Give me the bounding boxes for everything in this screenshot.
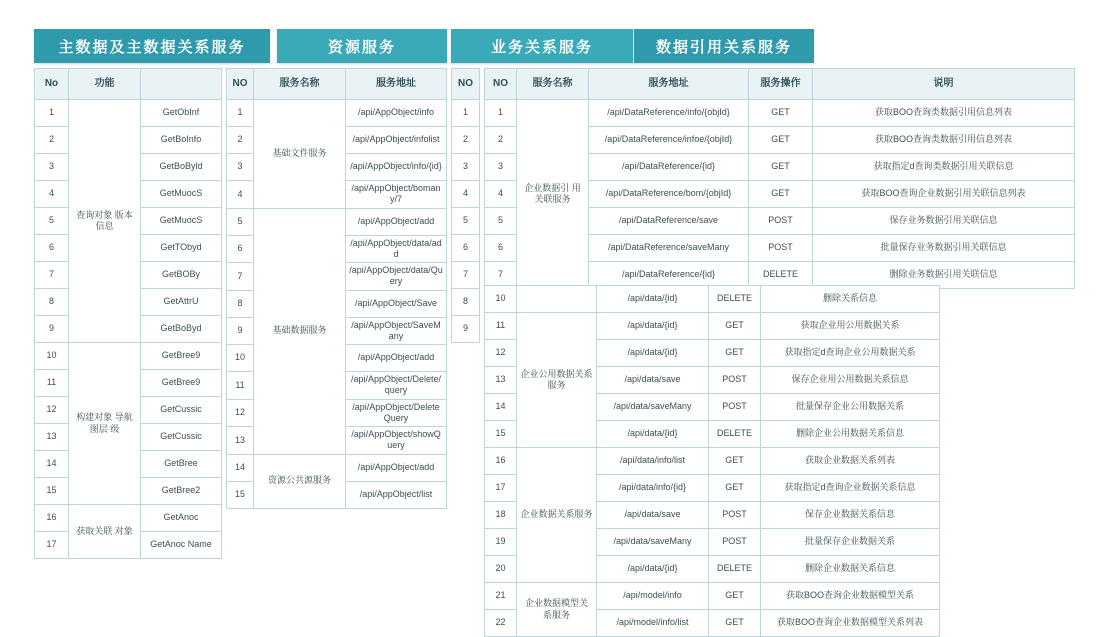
- cell-no: 16: [35, 505, 69, 532]
- table-row: [485, 448, 940, 475]
- cell-api: GetMuocS: [141, 208, 222, 235]
- cell-no: 4: [485, 181, 517, 208]
- cell-no: 8: [35, 289, 69, 316]
- cell-method: GET: [749, 100, 813, 127]
- cell-group-label: 获取关联 对象: [69, 505, 141, 559]
- cell-no: 7: [35, 262, 69, 289]
- section-header-master-data: [34, 29, 270, 63]
- cell-no: 22: [485, 610, 517, 637]
- table-header-row: [452, 69, 480, 100]
- cell-api: GetBree9: [141, 370, 222, 397]
- cell-method: DELETE: [709, 556, 761, 583]
- cell-description: 获取指定d查询企业数据关系信息: [761, 475, 940, 502]
- cell-no: 4: [452, 181, 480, 208]
- cell-path: /api/AppObject/Delete/query: [346, 372, 447, 400]
- col-service-operation: 服务操作: [749, 69, 813, 100]
- cell-method: DELETE: [709, 421, 761, 448]
- cell-path: /api/data/saveMany: [597, 529, 709, 556]
- cell-path: /api/data/{id}: [597, 286, 709, 313]
- cell-api: GetObInf: [141, 100, 222, 127]
- table-row: [485, 313, 940, 340]
- cell-no: 4: [35, 181, 69, 208]
- cell-no: 11: [485, 313, 517, 340]
- cell-no: 2: [227, 127, 254, 154]
- cell-no: 12: [485, 340, 517, 367]
- cell-no: 10: [485, 286, 517, 313]
- cell-no: 14: [35, 451, 69, 478]
- cell-method: POST: [709, 502, 761, 529]
- cell-description: 删除关系信息: [761, 286, 940, 313]
- cell-api: GetBOBy: [141, 262, 222, 289]
- table-header-row: [485, 69, 1075, 100]
- table-row: [485, 583, 940, 610]
- cell-description: 批量保存业务数据引用关联信息: [813, 235, 1075, 262]
- cell-api: GetCussic: [141, 397, 222, 424]
- cell-group-label: 查询对象 版本信息: [69, 100, 141, 343]
- cell-path: /api/AppObject/add: [346, 208, 447, 235]
- cell-description: 批量保存企业公用数据关系: [761, 394, 940, 421]
- col-service-address: 服务地址: [346, 69, 447, 100]
- table-row: [452, 316, 480, 343]
- cell-no: 9: [35, 316, 69, 343]
- cell-method: POST: [709, 394, 761, 421]
- cell-path: /api/data/saveMany: [597, 394, 709, 421]
- cell-description: 获取BOO查询企业数据模型关系: [761, 583, 940, 610]
- section-title-text: 资源服务: [327, 38, 396, 56]
- cell-path: /api/AppObject/add: [346, 454, 447, 481]
- cell-path: /api/AppObject/SaveMany: [346, 317, 447, 345]
- cell-path: /api/DataReference/saveMany: [589, 235, 749, 262]
- cell-no: 3: [485, 154, 517, 181]
- table-row: [452, 235, 480, 262]
- cell-path: /api/model/info: [597, 583, 709, 610]
- cell-no: 2: [452, 127, 480, 154]
- cell-no: 7: [227, 263, 254, 291]
- cell-description: 保存企业用公用数据关系信息: [761, 367, 940, 394]
- section-title-text: 主数据及主数据关系服务: [58, 38, 246, 56]
- cell-path: /api/data/{id}: [597, 421, 709, 448]
- table-row: [35, 343, 222, 370]
- cell-method: POST: [749, 235, 813, 262]
- cell-path: /api/data/save: [597, 367, 709, 394]
- cell-no: 18: [485, 502, 517, 529]
- table-row: [485, 100, 1075, 127]
- col-blank: [141, 69, 222, 100]
- col-no: No: [35, 69, 69, 100]
- cell-service-name: 企业公用数据关系服务: [517, 313, 597, 448]
- cell-method: GET: [709, 448, 761, 475]
- col-service-address: 服务地址: [589, 69, 749, 100]
- cell-method: GET: [709, 583, 761, 610]
- table-row: [452, 289, 480, 316]
- cell-path: /api/DataReference/save: [589, 208, 749, 235]
- cell-no: 1: [35, 100, 69, 127]
- cell-no: 9: [227, 317, 254, 345]
- table-row: [452, 127, 480, 154]
- cell-path: /api/data/{id}: [597, 313, 709, 340]
- cell-no: 3: [35, 154, 69, 181]
- cell-no: 1: [485, 100, 517, 127]
- cell-description: 获取指定d查询企业公用数据关系: [761, 340, 940, 367]
- cell-no: 5: [485, 208, 517, 235]
- cell-no: 8: [452, 289, 480, 316]
- table-business-relation: [451, 68, 480, 343]
- cell-path: /api/DataReference/bom/{objId}: [589, 181, 749, 208]
- cell-no: 9: [452, 316, 480, 343]
- cell-method: DELETE: [709, 286, 761, 313]
- cell-api: GetAnoc Name: [141, 532, 222, 559]
- table-row: [227, 454, 447, 481]
- cell-no: 13: [35, 424, 69, 451]
- cell-service-name: 基础文件服务: [254, 100, 346, 209]
- cell-no: 13: [227, 427, 254, 455]
- cell-api: GetBree: [141, 451, 222, 478]
- cell-description: 获取BOO查询类数据引用信息列表: [813, 100, 1075, 127]
- cell-no: 17: [485, 475, 517, 502]
- cell-path: /api/AppObject/bomany/7: [346, 181, 447, 209]
- cell-no: 5: [227, 208, 254, 235]
- cell-method: GET: [709, 475, 761, 502]
- table-header-row: [35, 69, 222, 100]
- cell-method: POST: [709, 367, 761, 394]
- cell-path: /api/AppObject/DeleteQuery: [346, 399, 447, 427]
- col-service-name: 服务名称: [517, 69, 589, 100]
- cell-no: 12: [227, 399, 254, 427]
- cell-path: /api/data/save: [597, 502, 709, 529]
- cell-path: /api/AppObject/Save: [346, 290, 447, 317]
- cell-no: 10: [227, 345, 254, 372]
- cell-service-name: 企业数据关系服务: [517, 448, 597, 583]
- cell-no: 14: [227, 454, 254, 481]
- table-header-row: [227, 69, 447, 100]
- cell-method: POST: [749, 208, 813, 235]
- cell-description: 删除企业公用数据关系信息: [761, 421, 940, 448]
- cell-no: 5: [452, 208, 480, 235]
- col-description: 说明: [813, 69, 1075, 100]
- table-row: [452, 181, 480, 208]
- cell-path: /api/AppObject/infolist: [346, 127, 447, 154]
- cell-no: 3: [452, 154, 480, 181]
- cell-service-name: [517, 286, 597, 313]
- cell-no: 15: [227, 481, 254, 508]
- cell-method: GET: [749, 154, 813, 181]
- cell-service-name: 企业数据引 用关联服务: [517, 100, 589, 289]
- cell-path: /api/data/{id}: [597, 340, 709, 367]
- cell-no: 7: [452, 262, 480, 289]
- cell-no: 6: [227, 235, 254, 263]
- cell-no: 11: [227, 372, 254, 400]
- cell-no: 13: [485, 367, 517, 394]
- cell-service-name: 企业数据模型关 系服务: [517, 583, 597, 637]
- table-row: [452, 154, 480, 181]
- cell-no: 3: [227, 154, 254, 181]
- cell-no: 6: [35, 235, 69, 262]
- cell-path: /api/DataReference/{id}: [589, 262, 749, 289]
- cell-method: GET: [709, 340, 761, 367]
- col-service-name: 服务名称: [254, 69, 346, 100]
- col-function: 功能: [69, 69, 141, 100]
- cell-service-name: 资源公共源服务: [254, 454, 346, 508]
- col-no: NO: [452, 69, 480, 100]
- cell-api: GetBoByld: [141, 154, 222, 181]
- cell-path: /api/AppObject/data/Query: [346, 263, 447, 291]
- cell-no: 1: [227, 100, 254, 127]
- cell-no: 17: [35, 532, 69, 559]
- table-row: [452, 100, 480, 127]
- section-title-text: 数据引用关系服务: [655, 38, 792, 56]
- table-row: [452, 208, 480, 235]
- cell-description: 获取指定d查询类数据引用关联信息: [813, 154, 1075, 181]
- cell-method: GET: [709, 313, 761, 340]
- cell-no: 2: [35, 127, 69, 154]
- cell-no: 20: [485, 556, 517, 583]
- col-no: NO: [227, 69, 254, 100]
- cell-no: 2: [485, 127, 517, 154]
- cell-description: 批量保存企业数据关系: [761, 529, 940, 556]
- cell-api: GetAnoc: [141, 505, 222, 532]
- cell-no: 12: [35, 397, 69, 424]
- cell-path: /api/DataReference/info/{objId}: [589, 100, 749, 127]
- section-title-text: 业务关系服务: [490, 38, 593, 56]
- cell-api: GetTObyd: [141, 235, 222, 262]
- cell-group-label: 构建对象 导航图层 级: [69, 343, 141, 505]
- cell-path: /api/data/info/list: [597, 448, 709, 475]
- cell-no: 8: [227, 290, 254, 317]
- cell-path: /api/data/{id}: [597, 556, 709, 583]
- table-row: [227, 208, 447, 235]
- cell-api: GetCussic: [141, 424, 222, 451]
- cell-path: /api/DataReference/infoe/{objId}: [589, 127, 749, 154]
- cell-path: /api/AppObject/info/{id}: [346, 154, 447, 181]
- cell-method: POST: [709, 529, 761, 556]
- table-data-reference-top: [484, 68, 1075, 289]
- cell-api: GetBree2: [141, 478, 222, 505]
- section-header-resource-service: [277, 29, 447, 63]
- table-row: [35, 505, 222, 532]
- table-row: [452, 262, 480, 289]
- cell-description: 获取BOO查询企业数据模型关系列表: [761, 610, 940, 637]
- table-master-data: [34, 68, 222, 559]
- cell-no: 4: [227, 181, 254, 209]
- cell-description: 获取企业数据关系列表: [761, 448, 940, 475]
- cell-api: GetMuocS: [141, 181, 222, 208]
- cell-api: GetBoInfo: [141, 127, 222, 154]
- cell-path: /api/AppObject/add: [346, 345, 447, 372]
- table-row: [227, 100, 447, 127]
- cell-api: GetAttrU: [141, 289, 222, 316]
- cell-no: 15: [485, 421, 517, 448]
- table-row: [485, 286, 940, 313]
- cell-description: 获取企业用公用数据关系: [761, 313, 940, 340]
- cell-api: GetBree9: [141, 343, 222, 370]
- cell-no: 6: [485, 235, 517, 262]
- cell-no: 11: [35, 370, 69, 397]
- cell-path: /api/data/info/{id}: [597, 475, 709, 502]
- cell-service-name: 基础数据服务: [254, 208, 346, 454]
- cell-no: 16: [485, 448, 517, 475]
- cell-no: 15: [35, 478, 69, 505]
- cell-path: /api/model/info/list: [597, 610, 709, 637]
- section-header-data-reference: [634, 29, 814, 63]
- cell-no: 21: [485, 583, 517, 610]
- cell-method: DELETE: [749, 262, 813, 289]
- cell-description: 获取BOO查询类数据引用信息列表: [813, 127, 1075, 154]
- cell-no: 1: [452, 100, 480, 127]
- table-data-reference-bottom: [484, 285, 940, 637]
- cell-no: 5: [35, 208, 69, 235]
- cell-path: /api/AppObject/list: [346, 481, 447, 508]
- cell-no: 10: [35, 343, 69, 370]
- cell-path: /api/AppObject/info: [346, 100, 447, 127]
- cell-description: 获取BOO查询企业数据引用关联信息列表: [813, 181, 1075, 208]
- cell-path: /api/AppObject/showQuery: [346, 427, 447, 455]
- cell-path: /api/DataReference/{id}: [589, 154, 749, 181]
- col-no: NO: [485, 69, 517, 100]
- cell-method: GET: [709, 610, 761, 637]
- cell-no: 6: [452, 235, 480, 262]
- cell-no: 19: [485, 529, 517, 556]
- cell-path: /api/AppObject/data/add: [346, 235, 447, 263]
- cell-no: 7: [485, 262, 517, 289]
- table-resource-service: [226, 68, 447, 509]
- cell-description: 保存企业数据关系信息: [761, 502, 940, 529]
- section-header-business-relation: [451, 29, 633, 63]
- cell-description: 保存业务数据引用关联信息: [813, 208, 1075, 235]
- cell-method: GET: [749, 127, 813, 154]
- cell-description: 删除业务数据引用关联信息: [813, 262, 1075, 289]
- cell-no: 14: [485, 394, 517, 421]
- cell-method: GET: [749, 181, 813, 208]
- table-row: [35, 100, 222, 127]
- cell-description: 删除企业数据关系信息: [761, 556, 940, 583]
- cell-api: GetBoByd: [141, 316, 222, 343]
